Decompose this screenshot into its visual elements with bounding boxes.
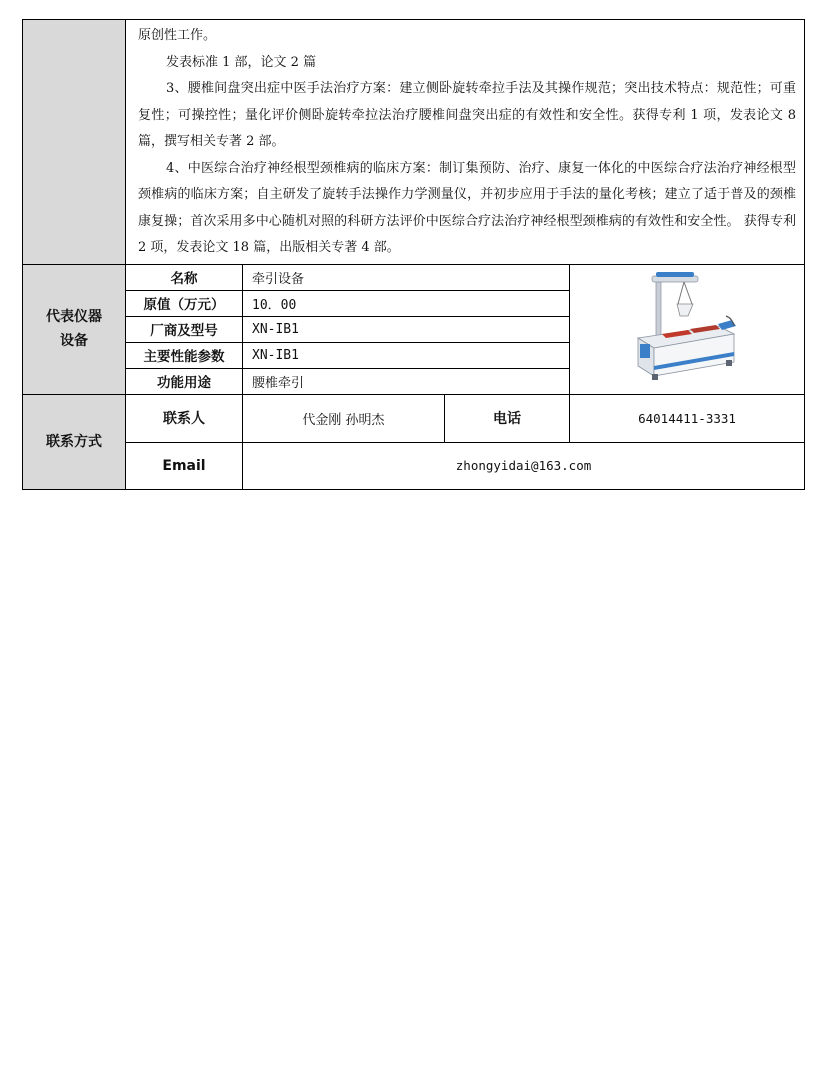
contact-phone-value: 64014411-3331 — [570, 394, 805, 442]
contact-person-value: 代金刚 孙明杰 — [243, 394, 445, 442]
info-table — [22, 19, 805, 490]
contact-email-value: zhongyidai@163.com — [243, 442, 805, 489]
description-line-standard: 发表标准 1 部，论文 2 篇 — [166, 54, 317, 70]
description-line-original: 原创性工作。 — [138, 28, 217, 43]
equipment-label-line1: 代表仪器 — [46, 309, 102, 325]
equipment-value-value: 10．00 — [243, 290, 570, 316]
traction-device-image — [622, 268, 752, 386]
description-item-3: 3、腰椎间盘突出症中医手法治疗方案：建立侧卧旋转牵拉手法及其操作规范；突出技术特点：规范性；可重复性；可操控性；量化评价侧卧旋转牵拉法治疗腰椎间盘突出症的有效性和安全性。获得专利 1 项，发表论文 8 篇，撰写相关专著 2 部。 — [138, 81, 797, 149]
equipment-image-cell — [570, 264, 805, 394]
description-cell — [126, 20, 805, 265]
contact-person-label: 联系人 — [126, 394, 243, 442]
equipment-name-value: 牵引设备 — [243, 264, 570, 290]
equipment-usage-value: 腰椎牵引 — [243, 368, 570, 394]
equipment-section-label — [23, 264, 126, 394]
description-item-4: 4、中医综合治疗神经根型颈椎病的临床方案：制订集预防、治疗、康复一体化的中医综合疗法治疗神经根型颈椎病的临床方案；自主研发了旋转手法操作力学测量仪，并初步应用于手法的量化考核；建立了适于普及的颈椎康复操；首次采用多中心随机对照的科研方法评价中医综合疗法治疗神经根型颈椎病的有效性和安全性。 获得专利 2 项，发表论文 18 篇，出版相关专著 4 部。 — [138, 160, 797, 255]
contact-phone-label: 电话 — [445, 394, 570, 442]
equipment-model-value: XN-IB1 — [243, 316, 570, 342]
equipment-model-label: 厂商及型号 — [126, 316, 243, 342]
contact-email-label: Email — [126, 442, 243, 489]
equipment-value-label: 原值（万元） — [126, 290, 243, 316]
contact-section-label: 联系方式 — [23, 394, 126, 489]
equipment-name-label: 名称 — [126, 264, 243, 290]
equipment-params-label: 主要性能参数 — [126, 342, 243, 368]
equipment-label-line2: 设备 — [60, 333, 88, 349]
equipment-usage-label: 功能用途 — [126, 368, 243, 394]
equipment-params-value: XN-IB1 — [243, 342, 570, 368]
description-side-cell — [23, 20, 126, 265]
